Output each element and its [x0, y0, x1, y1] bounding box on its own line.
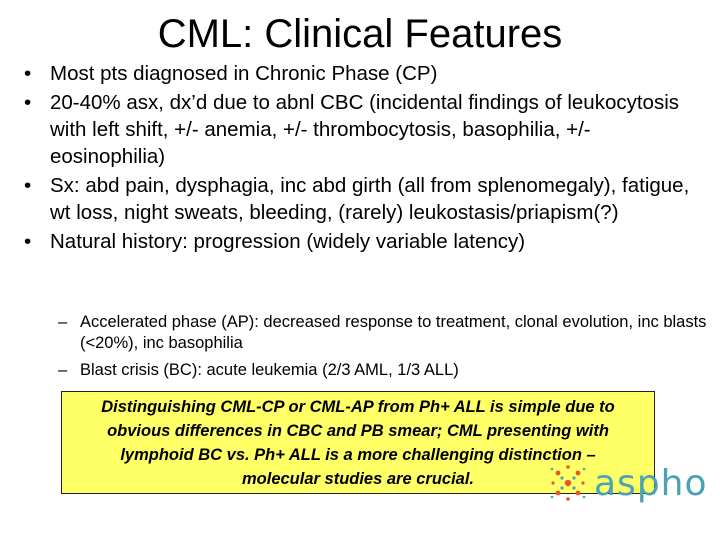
aspho-logo — [548, 458, 720, 508]
sub-bullet-marker: – — [58, 361, 68, 379]
bullet-item — [22, 89, 702, 170]
sub-bullet-text: Blast crisis (BC): acute leukemia (2/3 AML, 1/3 ALL) — [80, 361, 459, 379]
logo-wordmark: aspho — [594, 462, 708, 504]
bullet-item — [22, 172, 702, 226]
bullet-text: Sx: abd pain, dysphagia, inc abd girth (all from splenomegaly), fatigue, wt loss, night sweats, bleeding, (rarely) leukostasis/priapism(?) — [50, 174, 690, 224]
bullet-marker: • — [24, 174, 32, 197]
bullet-marker: • — [24, 91, 32, 114]
bullet-marker: • — [24, 62, 32, 85]
sub-bullet-item — [58, 360, 708, 381]
bullet-text: Natural history: progression (widely variable latency) — [50, 230, 526, 253]
bullet-list — [22, 60, 702, 257]
sub-bullet-marker: – — [58, 313, 68, 331]
sub-bullet-list — [58, 312, 708, 387]
slide-title: CML: Clinical Features — [157, 12, 563, 56]
bullet-text: 20-40% asx, dx’d due to abnl CBC (incidental findings of leukocytosis with left shift, +/- anemia, +/- thrombocytosis, basophilia, +/- eosinophilia) — [50, 91, 680, 168]
sub-bullet-item — [58, 312, 708, 354]
bullet-item — [22, 60, 702, 87]
sub-bullet-text: Accelerated phase (AP): decreased response to treatment, clonal evolution, inc blasts (<20%), inc basophilia — [80, 313, 707, 352]
bullet-text: Most pts diagnosed in Chronic Phase (CP) — [50, 62, 438, 85]
bullet-item — [22, 228, 702, 255]
highlight-note-text: Distinguishing CML-CP or CML-AP from Ph+ ALL is simple due to obvious differences in CBC and PB smear; CML presenting with lymphoid BC vs. Ph+ ALL is a more challenging distinction – molecular studies are crucial. — [101, 397, 615, 488]
bullet-marker: • — [24, 230, 32, 253]
molecule-dots-icon — [548, 461, 588, 505]
